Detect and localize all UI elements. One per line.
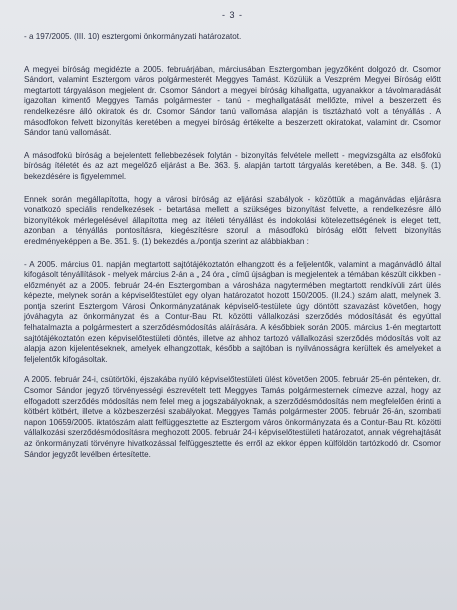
intro-line: - a 197/2005. (III. 10) esztergomi önkormányzati határozatot. [24,32,242,41]
paragraph-legal-objection: A 2005. február 24-i, csütörtöki, éjszakába nyúló képviselőtestületi ülést követően 2005. február 25-én pénteken, dr. Csomor Sándor jegyző törvényességi észrevételt tett Meggyes Tamás polgármesternek címezve azzal, hogy az elfogadott szerződés módosítás nem felel meg a jogszabályoknak, a szerződésmódosítás nem megfelelően érinti a kötbért kötbért, illetve a közbeszerzési szabályokat. Meggyes Tamás polgármester 2005. február 26-án, szombati napon 10659/2005. iktatószám alatt felfüggesztette az Esztergom város önkormányzata és a Contur-Bau Rt. közötti vállalkozási szerződésmódosításra meghozott 2005. február 24-i képviselőtestületi határozatot, annak végrehajtását az önkormányzati törvényre hivatkozással felfüggesztette és erről az ekkor éppen külföldön tartózkodó dr. Csomor Sándor jegyzőt levélben értesítette. [24,375,441,459]
page-number: - 3 - [221,10,243,20]
paragraph-court-summons: A megyei bíróság megidézte a 2005. februárjában, márciusában Esztergomban jegyzőként dolgozó dr. Csomor Sándort, valamint Esztergom város polgármesterét Meggyes Tamást. Közülük a Veszprém Megyei Bíróság előtt megtartott tárgyaláson megjelent dr. Csomor Sándort a megyei bíróság kihallgatta, ugyanakkor a távolmaradását igazoltan kimentő Meggyes Tamás polgármester - tanú - meghallgatását mellőzte, mivel a beszerzett és rendelkezésre álló okiratok és dr. Csomor Sándor tanú vallomása alapján is tisztázható volt a tényállás . A másodfokon felvett bizonyítás keretében a megyei bíróság értékelte a beszerzett okiratokat, valamint dr. Csomor Sándor tanú vallomását. [24,64,441,138]
paragraph-press-conference: - A 2005. március 01. napján megtartott sajtótájékoztatón elhangzott és a feljelentők, valamint a magánvádló által kifogásolt tényállítások - melyek március 2-án a „ 24 óra „ című újságban is megjelentek a témában készült cikkben - előzményét az a 2005. február 24-én Esztergomban a városháza nagytermében megtartott rendkívüli zárt ülés képezte, melynek során a képviselőtestület egy olyan határozatot hozott 150/2005. (II.24.) szám alatt, melynek 3. pontja szerint Esztergom Városi Önkormányzatának képviselő-testülete úgy döntött szavazást követően, hogy jóváhagyta az önkormányzat és a Contur-Bau Rt. közötti vállalkozási szerződés módosítását és egyúttal felhatalmazta a polgármestert a szerződésmódosítás aláírására. A későbbiek során 2005. március 1-én megtartott sajtótájékoztatón ezen képviselőtestületi döntés, illetve az ahhoz tartozó vállalkozási szerződés módosítás volt az alapja azon kijelentéseknek, amelyek elhangzottak, később a sajtóban is nyilvánosságra kerültek és amelyeket a feljelentők kifogásoltak. [24,259,441,364]
paragraph-findings: Ennek során megállapította, hogy a városi bíróság az eljárási szabályok - közöttük a magánvádas eljárásra vonatkozó speciális rendelkezések - betartása mellett a szükséges bizonyítást felvette, a rendelkezésre álló bizonyítékok mérlegelésével állapította meg az ítéleti tényállást és indokolási kötelezettségének is eleget tett, azonban a tényállás pontosításra, kiegészítésre szorul a másodfokú bíróság előtt felvett bizonyítás eredményeképpen a Be. 351. §. (1) bekezdés a./pontja szerint az alábbiakban : [24,194,441,246]
paragraph-appeal-review: A másodfokú bíróság a bejelentett fellebbezések folytán - bizonyítás felvétele mellett - megvizsgálta az elsőfokú bíróság ítéletét és az azt megelőző eljárást a Be. 363. §. alapján tartott tárgyalás keretében, a Be. 348. §. (1) bekezdésére is figyelemmel. [24,150,441,181]
